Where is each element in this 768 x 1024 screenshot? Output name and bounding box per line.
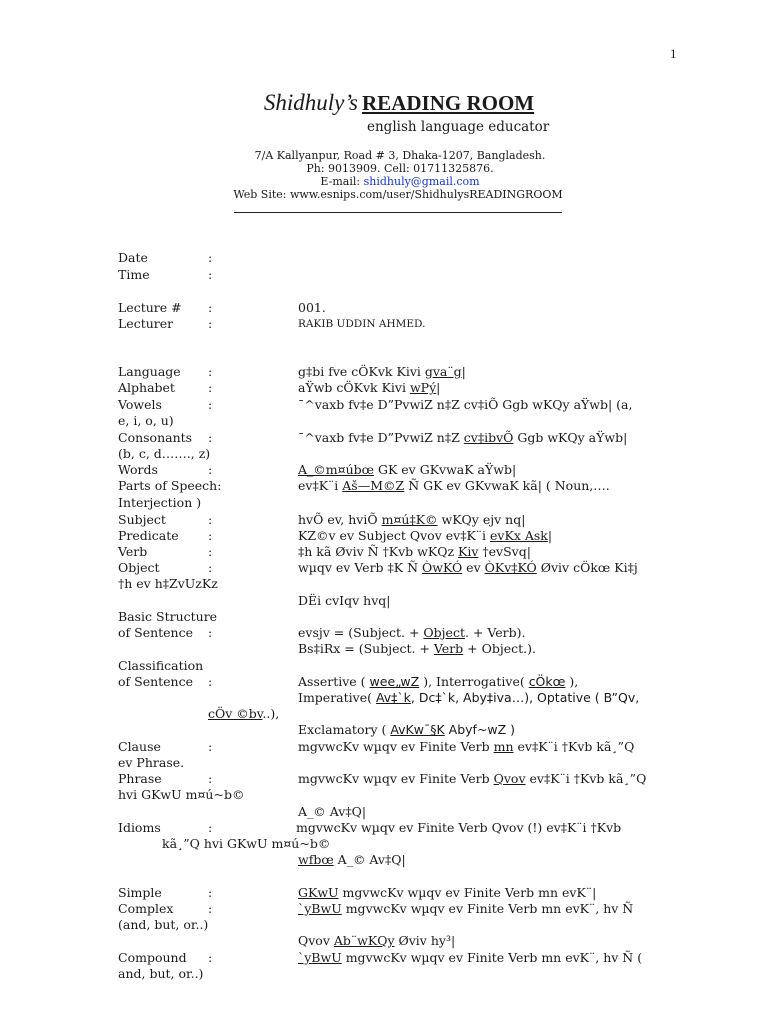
vowels-cont: e, i, o, u) (118, 413, 174, 428)
compound-label: Compound (118, 950, 187, 965)
colon: : (208, 397, 213, 412)
idioms-cont: kã¸”Q hvi GKwU m¤ú~b© (162, 836, 331, 851)
colon: : (208, 560, 213, 575)
subtitle: english language educator (367, 119, 550, 135)
classification-value-4: Exclamatory ( AvKw¯§K Abyf~wZ ) (298, 722, 516, 737)
colon: : (208, 512, 213, 527)
idioms-label: Idioms (118, 820, 161, 835)
email-link[interactable]: shidhuly@gmail.com (363, 175, 480, 188)
email-line (0, 175, 768, 188)
lecture-value: 001. (298, 300, 326, 315)
consonants-label: Consonants (118, 430, 193, 445)
phrase-cont2: A_© Av‡Q| (298, 804, 367, 819)
colon: : (208, 316, 213, 331)
alphabet-label: Alphabet (118, 380, 175, 395)
lecture-label: Lecture # (118, 300, 182, 315)
address: 7/A Kallyanpur, Road # 3, Dhaka-1207, Bangladesh. (254, 149, 546, 162)
subject-value: hvÕ ev, hviÕ m¤ú‡K© wKQy ejv nq| (298, 512, 526, 527)
language-value: g‡bi fve cÖKvk Kivi gva¨g| (298, 364, 466, 379)
compound-value: `yBwU mgvwcKv wµqv ev Finite Verb mn evK¨, hv Ñ ( (298, 950, 643, 965)
lecturer-label: Lecturer (118, 316, 174, 331)
words-value: A_©m¤úbœ GK ev GKvwaK aŸwb| (298, 462, 517, 477)
classification-label-2: of Sentence (118, 674, 194, 689)
title-bold: READING ROOM (362, 91, 535, 115)
date-label: Date (118, 250, 148, 265)
classification-label: Classification (118, 658, 204, 673)
clause-value: mgvwcKv wµqv ev Finite Verb mn ev‡K¨i †Kvb kã¸”Q (298, 739, 635, 754)
basic-label: Basic Structure (118, 609, 218, 624)
pos-cont: Interjection ) (118, 495, 202, 510)
complex-cont: (and, but, or..) (118, 917, 209, 932)
consonants-cont: (b, c, d……., z) (118, 446, 211, 461)
simple-value: GKwU mgvwcKv wµqv ev Finite Verb mn evK¨| (298, 885, 597, 900)
colon: : (208, 462, 213, 477)
colon: : (208, 364, 213, 379)
clause-cont: ev Phrase. (118, 755, 185, 770)
colon: : (208, 544, 213, 559)
object-value: wµqv ev Verb ‡K Ñ ÒwKÓ ev ÒKv‡KÓ Øviv cÖkœ Ki‡j (298, 560, 638, 575)
colon: : (208, 250, 213, 265)
page-number: 1 (670, 46, 677, 61)
verb-value: ‡h kã Øviv Ñ †Kvb wKQz Kiv †evSvq| (298, 544, 531, 559)
object-cont2: DËi cvIqv hvq| (298, 593, 391, 608)
classification-value-2: Imperative( Av‡`k, Dc‡`k, Aby‡iva…), Optative ( B”Qv, (298, 690, 640, 705)
vowels-label: Vowels (118, 397, 162, 412)
colon: : (208, 771, 213, 786)
phone: Ph: 9013909. Cell: 01711325876. (306, 162, 494, 175)
colon: : (208, 674, 213, 689)
pos-value: ev‡K¨i Aš—M©Z Ñ GK ev GKvwaK kã| ( Noun,…. (298, 478, 610, 493)
basic-value-2: Bs‡iRx = (Subject. + Verb + Object.). (298, 641, 536, 656)
colon: : (208, 820, 213, 835)
predicate-value: KZ©v ev Subject Qvov ev‡K¨i evKx Ask| (298, 528, 553, 543)
colon: : (208, 267, 213, 282)
colon: : (208, 380, 213, 395)
consonants-value: ¯^vaxb fv‡e D”PvwiZ n‡Z cv‡ibvÕ Ggb wKQy aŸwb| (298, 430, 628, 445)
object-cont: †h ev h‡ZvUzKz (118, 576, 218, 591)
object-label: Object (118, 560, 160, 575)
website: Web Site: www.esnips.com/user/ShidhulysREADINGROOM (233, 188, 563, 201)
complex-cont2: Qvov Ab¨wKQy Øviv hy³| (298, 933, 456, 948)
page-title (0, 90, 768, 116)
basic-value-1: evsjv = (Subject. + Object. + Verb). (298, 625, 526, 640)
colon: : (208, 739, 213, 754)
clause-label: Clause (118, 739, 161, 754)
lecturer-value: RAKIB UDDIN AHMED. (298, 318, 426, 330)
email-label: E-mail: (320, 175, 361, 188)
alphabet-value: aŸwb cÖKvk Kivi wPý| (298, 380, 441, 395)
colon: : (208, 901, 213, 916)
phrase-cont: hvi GKwU m¤ú~b© (118, 787, 245, 802)
vowels-value: ¯^vaxb fv‡e D”PvwiZ n‡Z cv‡iÕ Ggb wKQy aŸwb| (a, (298, 397, 633, 412)
header-divider (234, 212, 562, 213)
compound-cont: and, but, or..) (118, 966, 204, 981)
colon: : (208, 430, 213, 445)
time-label: Time (118, 267, 150, 282)
language-label: Language (118, 364, 181, 379)
phrase-label: Phrase (118, 771, 162, 786)
classification-value-3: cÖv ©bv..), (208, 706, 280, 721)
words-label: Words (118, 462, 158, 477)
basic-label-2: of Sentence (118, 625, 194, 640)
colon: : (208, 528, 213, 543)
complex-label: Complex (118, 901, 174, 916)
idioms-value: mgvwcKv wµqv ev Finite Verb Qvov (!) ev‡K¨i †Kvb (296, 820, 622, 835)
colon: : (208, 625, 213, 640)
colon: : (208, 300, 213, 315)
pos-label: Parts of Speech: (118, 478, 222, 493)
simple-label: Simple (118, 885, 162, 900)
classification-value-1: Assertive ( wee„wZ ), Interrogative( cÖkœ ), (298, 674, 579, 689)
colon: : (208, 885, 213, 900)
verb-label: Verb (118, 544, 148, 559)
idioms-cont2: wfbœ A_© Av‡Q| (298, 852, 406, 867)
subject-label: Subject (118, 512, 166, 527)
phrase-value: mgvwcKv wµqv ev Finite Verb Qvov ev‡K¨i †Kvb kã¸”Q (298, 771, 647, 786)
colon: : (208, 950, 213, 965)
title-italic: Shidhuly’s (263, 90, 359, 115)
complex-value: `yBwU mgvwcKv wµqv ev Finite Verb mn evK¨, hv Ñ (298, 901, 634, 916)
predicate-label: Predicate (118, 528, 179, 543)
